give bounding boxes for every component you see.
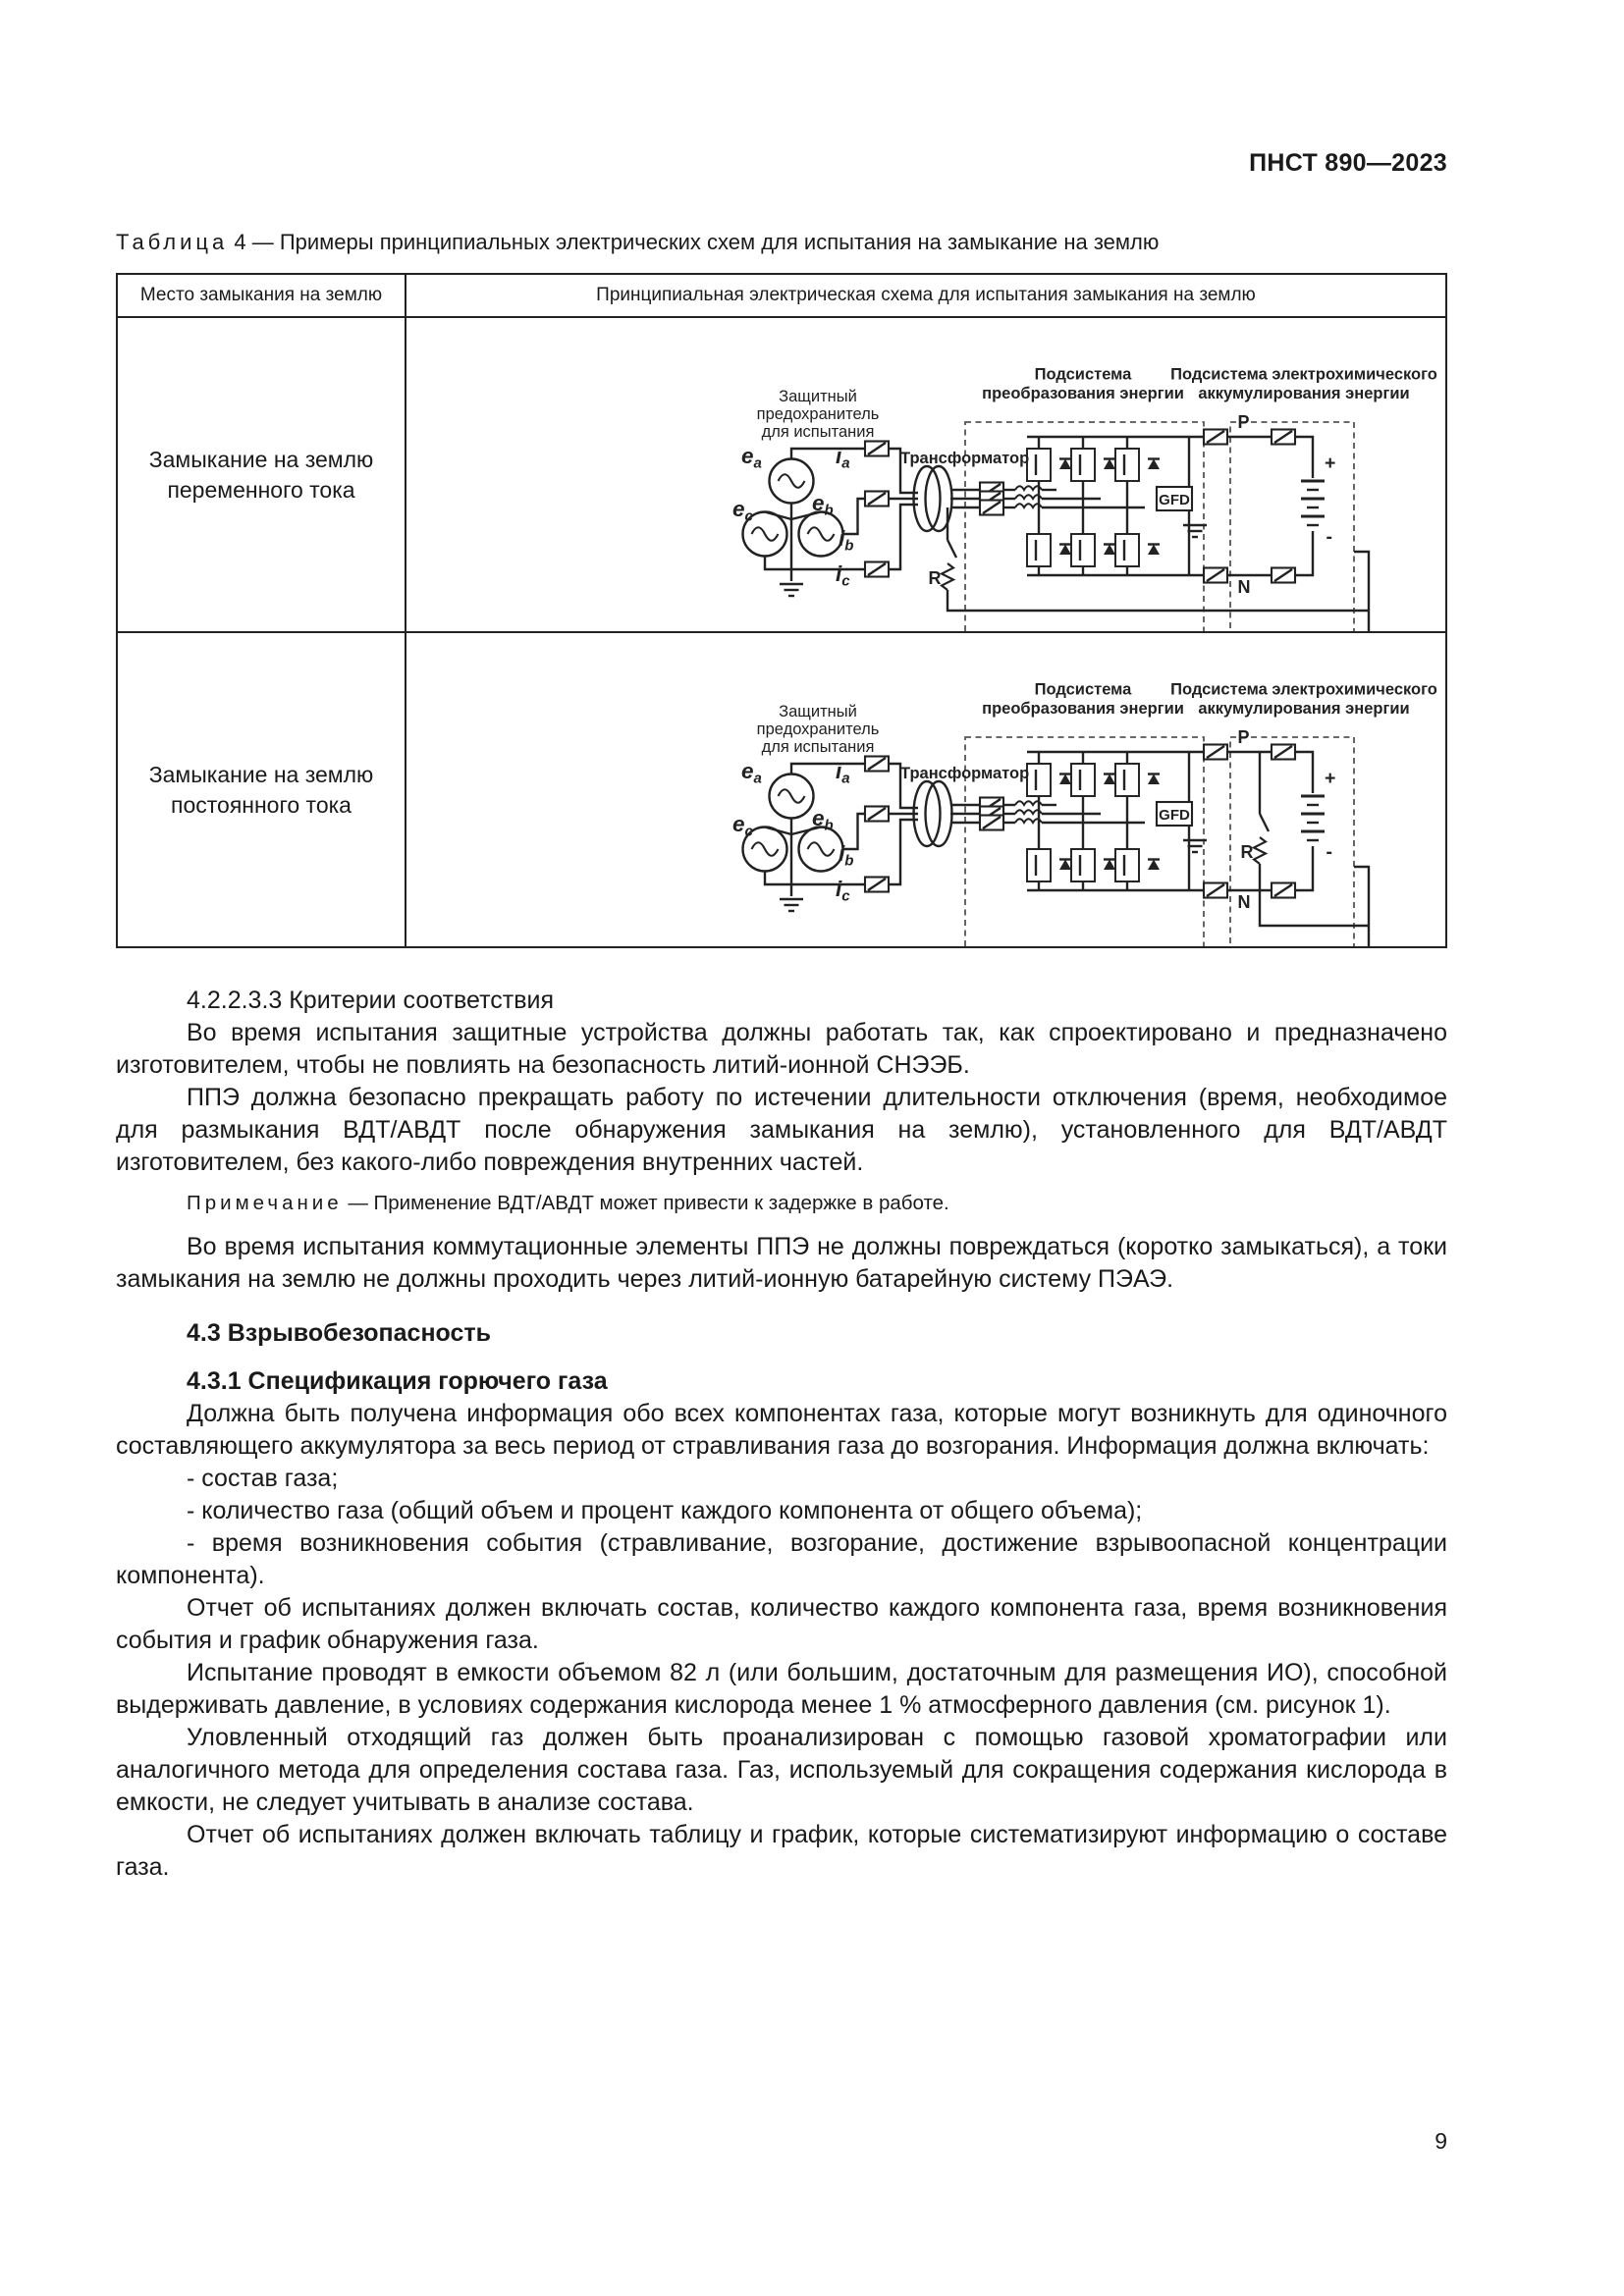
diode-symbol xyxy=(1104,774,1115,785)
gfd-label: GFD xyxy=(1159,492,1190,508)
p-terminal-label: P xyxy=(1237,412,1250,432)
place-dc-line2: постоянного тока xyxy=(171,791,352,818)
p-terminal-label: P xyxy=(1237,727,1250,747)
paragraph-8: Отчет об испытаниях должен включать таблицу и график, которые систематизируют информацию о составе газа. xyxy=(116,1821,1447,1881)
label-ib: $i_b$ xyxy=(839,526,854,555)
transformer-label: Трансформатор xyxy=(900,765,1030,782)
battery-wire xyxy=(1295,437,1313,478)
note-text: — Применение ВДТ/АВДТ может привести к задержке в работе. xyxy=(342,1192,949,1214)
battery-wire xyxy=(1295,531,1313,575)
heading-4-3-1: 4.3.1 Спецификация горючего газа xyxy=(187,1367,608,1395)
table-row-ac xyxy=(117,317,1446,632)
page-number: 9 xyxy=(1435,2128,1447,2154)
igbt-upper xyxy=(1071,449,1095,481)
transformer-core-icon xyxy=(926,781,952,846)
diagram-group xyxy=(732,681,1437,947)
battery-plus-label: + xyxy=(1325,768,1336,789)
frame-ground-wire xyxy=(1354,552,1369,631)
col-header-scheme: Принципиальная электрическая схема для испытания замыкания на землю xyxy=(406,274,1446,317)
resistor-icon xyxy=(942,563,953,590)
ac-fault-circuit-diagram xyxy=(406,318,1445,631)
label-eb: $e_b$ xyxy=(812,491,834,519)
battery-minus-label: - xyxy=(1326,526,1332,548)
note xyxy=(116,1187,1447,1219)
n-terminal-label: N xyxy=(1237,892,1251,912)
scheme-cell-dc xyxy=(406,632,1446,947)
igbt-lower xyxy=(1071,534,1095,566)
battery-wire xyxy=(1295,846,1313,890)
diode-symbol xyxy=(1059,860,1071,871)
converter-title-1: Подсистема xyxy=(1034,365,1132,384)
storage-title-2: аккумулирования энергии xyxy=(1198,700,1410,718)
col-header-place: Место замыкания на землю xyxy=(117,274,406,317)
table-header-row xyxy=(117,274,1446,317)
diode-symbol xyxy=(1148,459,1160,470)
storage-title-1: Подсистема электрохимического xyxy=(1170,680,1437,699)
paragraph-7: Уловленный отходящий газ должен быть проанализирован с помощью газовой хроматографии или аналогичного метода для определения состава газа. Газ, используемый для сокращения содержания кислорода в емкости, не следует учитывать в анализе состава. xyxy=(116,1724,1447,1816)
document-code: ПНСТ 890—2023 xyxy=(1249,149,1447,177)
fuse-label-2: предохранитель xyxy=(756,405,880,423)
scheme-cell-ac xyxy=(406,317,1446,632)
label-eb: $e_b$ xyxy=(812,806,834,834)
diode-symbol xyxy=(1059,545,1071,556)
diode-symbol xyxy=(1104,459,1115,470)
list-item-1: - состав газа; xyxy=(187,1465,339,1492)
fault-switch-blade xyxy=(947,540,956,558)
resistor-label: R xyxy=(1240,842,1254,862)
heading-4-3: 4.3 Взрывобезопасность xyxy=(187,1319,491,1347)
label-ib: $i_b$ xyxy=(839,841,854,870)
phase-c-wire xyxy=(765,557,880,570)
note-label: Примечание xyxy=(187,1192,343,1214)
igbt-lower xyxy=(1027,534,1051,566)
diode-symbol xyxy=(1059,459,1071,470)
battery-wire xyxy=(1295,752,1313,793)
diode-symbol xyxy=(1059,774,1071,785)
table-caption xyxy=(116,230,1159,255)
storage-title-1: Подсистема электрохимического xyxy=(1170,365,1437,384)
fuse-label-3: для испытания xyxy=(761,738,875,756)
resistor-icon xyxy=(1254,837,1266,864)
label-ea: $e_a$ xyxy=(741,444,762,472)
table-caption-label: Таблица xyxy=(116,230,229,254)
label-ia: $i_a$ xyxy=(836,759,850,787)
paragraph-4: Должна быть получена информация обо всех компонентах газа, которые могут возникнуть для одиночного составляющего аккумулятора за весь период от стравливания газа до возгорания. Информация должна включать: xyxy=(116,1400,1447,1460)
diode-symbol xyxy=(1104,545,1115,556)
fault-return-wire xyxy=(947,590,1369,611)
phase-c-wire xyxy=(889,505,918,569)
diode-symbol xyxy=(1148,774,1160,785)
table-caption-text: 4 — Примеры принципиальных электрических схем для испытания на замыкание на землю xyxy=(228,230,1160,254)
diode-symbol xyxy=(1148,860,1160,871)
igbt-lower xyxy=(1027,849,1051,881)
battery-minus-label: - xyxy=(1326,841,1332,863)
igbt-lower xyxy=(1115,849,1139,881)
label-ia: $i_a$ xyxy=(836,444,850,472)
igbt-lower xyxy=(1115,534,1139,566)
resistor-label: R xyxy=(928,568,942,588)
phase-c-wire xyxy=(889,820,918,884)
converter-title-2: преобразования энергии xyxy=(982,385,1184,402)
paragraph-5: Отчет об испытаниях должен включать состав, количество каждого компонента газа, время возникновения события и график обнаружения газа. xyxy=(116,1594,1447,1654)
dc-fault-circuit-diagram xyxy=(406,633,1445,946)
paragraph-1: Во время испытания защитные устройства должны работать так, как спроектировано и предназначено изготовителем, чтобы не повлиять на безопасность литий-ионной СНЭЭБ. xyxy=(116,1019,1447,1079)
diagram-group xyxy=(732,366,1437,632)
ground-fault-table xyxy=(116,273,1447,948)
transformer-label: Трансформатор xyxy=(900,450,1030,467)
place-ac-line1: Замыкание на землю xyxy=(148,446,374,472)
label-ec: $e_c$ xyxy=(732,812,753,840)
igbt-upper xyxy=(1071,764,1095,796)
label-ec: $e_c$ xyxy=(732,497,753,525)
place-cell-dc xyxy=(117,632,406,947)
paragraph-6: Испытание проводят в емкости объемом 82 л (или большим, достаточным для размещения ИО), способной выдерживать давление, в условиях содержания кислорода менее 1 % атмосферного давления (см. рисунок 1). xyxy=(116,1659,1447,1719)
igbt-upper xyxy=(1027,449,1051,481)
paragraph-3: Во время испытания коммутационные элементы ППЭ не должны повреждаться (коротко замыкаться), а токи замыкания на землю не должны проходить через литий-ионную батарейную систему ПЭАЭ. xyxy=(116,1233,1447,1293)
list-item-2: - количество газа (общий объем и процент каждого компонента от общего объема); xyxy=(187,1497,1143,1524)
label-ic: $i_c$ xyxy=(836,877,850,905)
place-ac-line2: переменного тока xyxy=(167,476,355,503)
gfd-label: GFD xyxy=(1159,807,1190,824)
place-cell-ac xyxy=(117,317,406,632)
n-terminal-label: N xyxy=(1237,577,1251,597)
body-text-top xyxy=(116,985,1447,1884)
fuse-label-1: Защитный xyxy=(779,388,857,405)
place-dc-line1: Замыкание на землю xyxy=(148,761,374,787)
igbt-upper xyxy=(1027,764,1051,796)
fault-switch-blade xyxy=(1260,814,1269,831)
fuse-label-1: Защитный xyxy=(779,703,857,721)
phase-c-wire xyxy=(765,872,880,885)
battery-plus-label: + xyxy=(1325,453,1336,474)
diode-symbol xyxy=(1148,545,1160,556)
igbt-upper xyxy=(1115,764,1139,796)
igbt-lower xyxy=(1071,849,1095,881)
list-item-3: - время возникновения события (стравливание, возгорание, достижение взрывоопасной концентрации компонента). xyxy=(116,1529,1447,1589)
frame-ground-wire xyxy=(1354,867,1369,946)
label-ic: $i_c$ xyxy=(836,561,850,590)
table-row-dc xyxy=(117,632,1446,947)
section-4-2-2-3-3: 4.2.2.3.3 Критерии соответствия xyxy=(187,987,554,1014)
fuse-label-3: для испытания xyxy=(761,423,875,441)
diode-symbol xyxy=(1104,860,1115,871)
storage-title-2: аккумулирования энергии xyxy=(1198,385,1410,402)
fuse-label-2: предохранитель xyxy=(756,721,880,738)
converter-title-2: преобразования энергии xyxy=(982,700,1184,718)
label-ea: $e_a$ xyxy=(741,759,762,787)
igbt-upper xyxy=(1115,449,1139,481)
paragraph-2: ППЭ должна безопасно прекращать работу по истечении длительности отключения (время, необходимое для размыкания ВДТ/АВДТ после обнаружения замыкания на землю), установленного для ВДТ/АВДТ изготовителем, без какого-либо повреждения внутренних частей. xyxy=(116,1084,1447,1176)
converter-title-1: Подсистема xyxy=(1034,680,1132,699)
